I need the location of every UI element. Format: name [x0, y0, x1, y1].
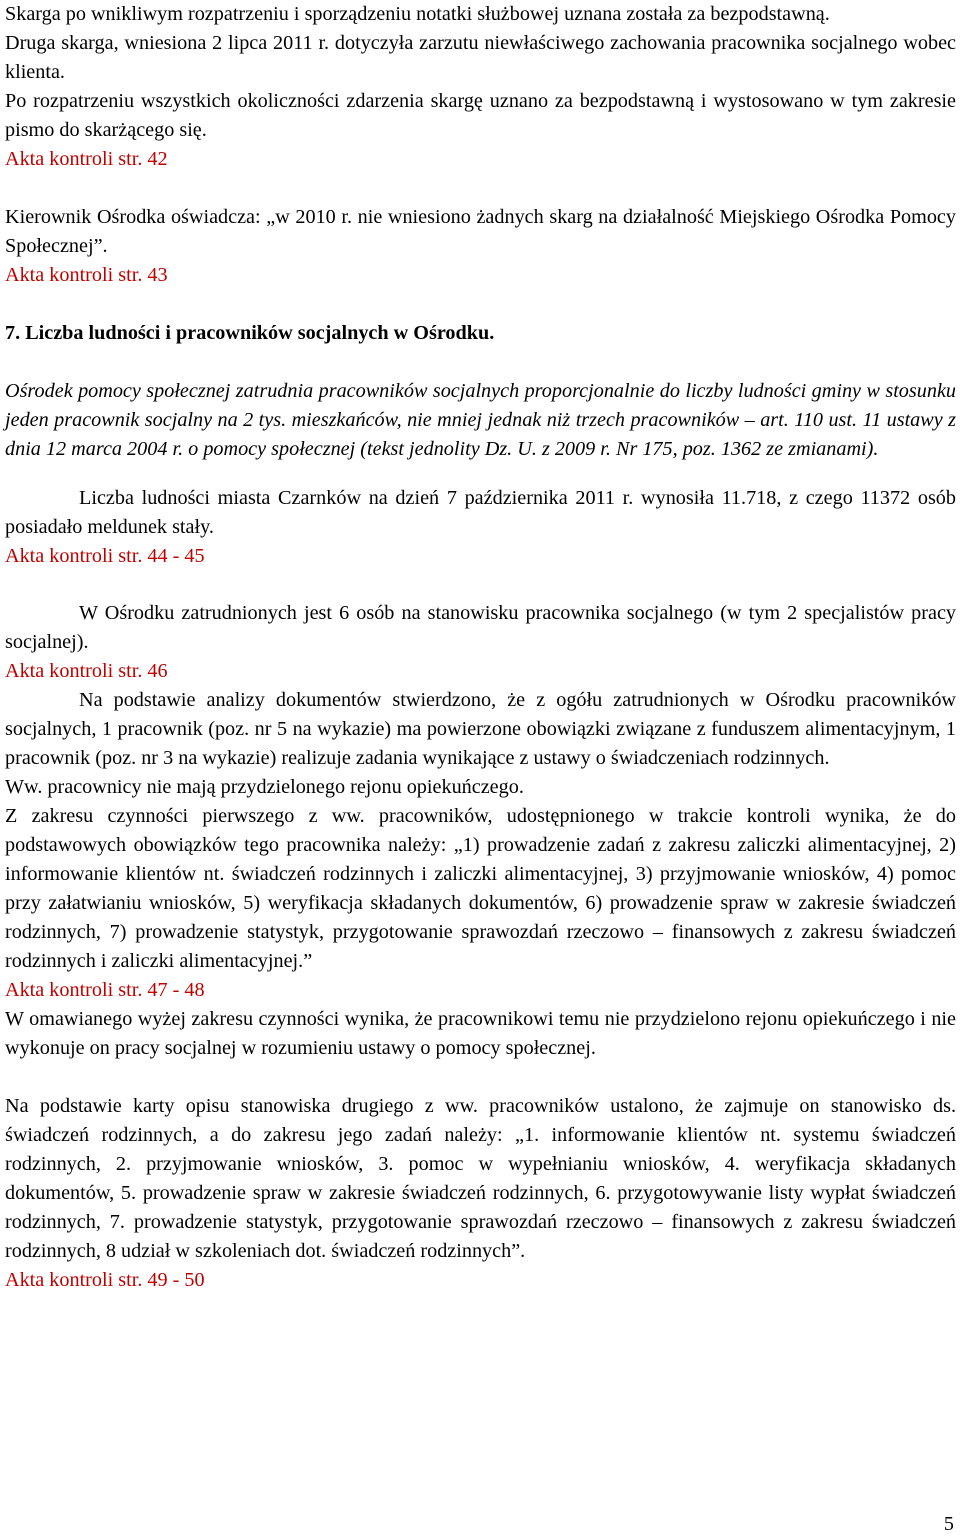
document-page — [5, 0, 956, 1295]
section-heading: 7. Liczba ludności i pracowników socjalnych w Ośrodku. — [5, 322, 495, 344]
paragraph-first-worker-conclusion: W omawianego wyżej zakresu czynności wynika, że pracownikowi temu nie przydzielono rejonu opiekuńczego i nie wykonuje on pracy socjalnej w rozumieniu ustawy o pomocy społecznej. — [5, 1008, 956, 1059]
paragraph-second-complaint: Druga skarga, wniesiona 2 lipca 2011 r. dotyczyła zarzutu niewłaściwego zachowania pracownika socjalnego wobec klienta. — [5, 32, 956, 83]
paragraph-legal-basis: Ośrodek pomocy społecznej zatrudnia pracowników socjalnych proporcjonalnie do liczby ludności gminy w stosunku jeden pracownik socjalny na 2 tys. mieszkańców, nie mniej jednak niż trzech pracowników – art. 110 ust. 11 ustawy z dnia 12 marca 2004 r. o pomocy społecznej (tekst jednolity Dz. U. z 2009 r. Nr 175, poz. 1362 ze zmianami). — [5, 380, 956, 460]
paragraph-staff-count: W Ośrodku zatrudnionych jest 6 osób na stanowisku pracownika socjalnego (w tym 2 specjalistów pracy socjalnej). — [5, 602, 956, 653]
paragraph-first-worker-duties: Z zakresu czynności pierwszego z ww. pracowników, udostępnionego w trakcie kontroli wynika, że do podstawowych obowiązków tego pracownika należy: „1) prowadzenie zadań z zakresu zaliczki alimentacyjnej, 2) informowanie klientów nt. świadczeń rodzinnych i zaliczki alimentacyjnej, 3) przyjmowanie wniosków, 4) pomoc przy załatwianiu wniosków, 5) weryfikacja składanych dokumentów, 6) prowadzenie spraw w zakresie świadczeń rodzinnych, 7) prowadzenie statystyk, przygotowanie sprawozdań rzeczowo – finansowych z zakresu świadczeń rodzinnych i zaliczki alimentacyjnej.” — [5, 805, 956, 972]
paragraph-director-statement: Kierownik Ośrodka oświadcza: „w 2010 r. nie wniesiono żadnych skarg na działalność Miejskiego Ośrodka Pomocy Społecznej”. — [5, 206, 956, 257]
paragraph-complaint-outcome: Skarga po wnikliwym rozpatrzeniu i sporządzeniu notatki służbowej uznana została za bezpodstawną. — [5, 3, 830, 25]
paragraph-document-analysis: Na podstawie analizy dokumentów stwierdzono, że z ogółu zatrudnionych w Ośrodku pracowników socjalnych, 1 pracownik (poz. nr 5 na wykazie) ma powierzone obowiązki związane z funduszem alimentacyjnym, 1 pracownik (poz. nr 3 na wykazie) realizuje zadania wynikające z ustawy o świadczeniach rodzinnych. — [5, 689, 956, 769]
file-reference: Akta kontroli str. 43 — [5, 264, 168, 286]
file-reference: Akta kontroli str. 42 — [5, 148, 168, 170]
page-number: 5 — [943, 1513, 954, 1535]
paragraph-complaint-resolution: Po rozpatrzeniu wszystkich okoliczności zdarzenia skargę uznano za bezpodstawną i wystosowano w tym zakresie pismo do skarżącego się. — [5, 90, 956, 141]
file-reference: Akta kontroli str. 44 - 45 — [5, 545, 205, 567]
file-reference: Akta kontroli str. 49 - 50 — [5, 1269, 205, 1291]
paragraph-no-district: Ww. pracownicy nie mają przydzielonego rejonu opiekuńczego. — [5, 776, 524, 798]
file-reference: Akta kontroli str. 47 - 48 — [5, 979, 205, 1001]
paragraph-second-worker-duties: Na podstawie karty opisu stanowiska drugiego z ww. pracowników ustalono, że zajmuje on stanowisko ds. świadczeń rodzinnych, a do zakresu jego zadań należy: „1. informowanie klientów nt. systemu świadczeń rodzinnych, 2. przyjmowanie wniosków, 3. pomoc w wypełnianiu wniosków, 4. weryfikacja składanych dokumentów, 5. prowadzenie spraw w zakresie świadczeń rodzinnych, 6. przygotowywanie listy wypłat świadczeń rodzinnych, 7. prowadzenie statystyk, przygotowanie sprawozdań rzeczowo – finansowych z zakresu świadczeń rodzinnych, 8 udział w szkoleniach dot. świadczeń rodzinnych”. — [5, 1095, 956, 1262]
file-reference: Akta kontroli str. 46 — [5, 660, 168, 682]
paragraph-population: Liczba ludności miasta Czarnków na dzień 7 października 2011 r. wynosiła 11.718, z czego 11372 osób posiadało meldunek stały. — [5, 487, 956, 538]
